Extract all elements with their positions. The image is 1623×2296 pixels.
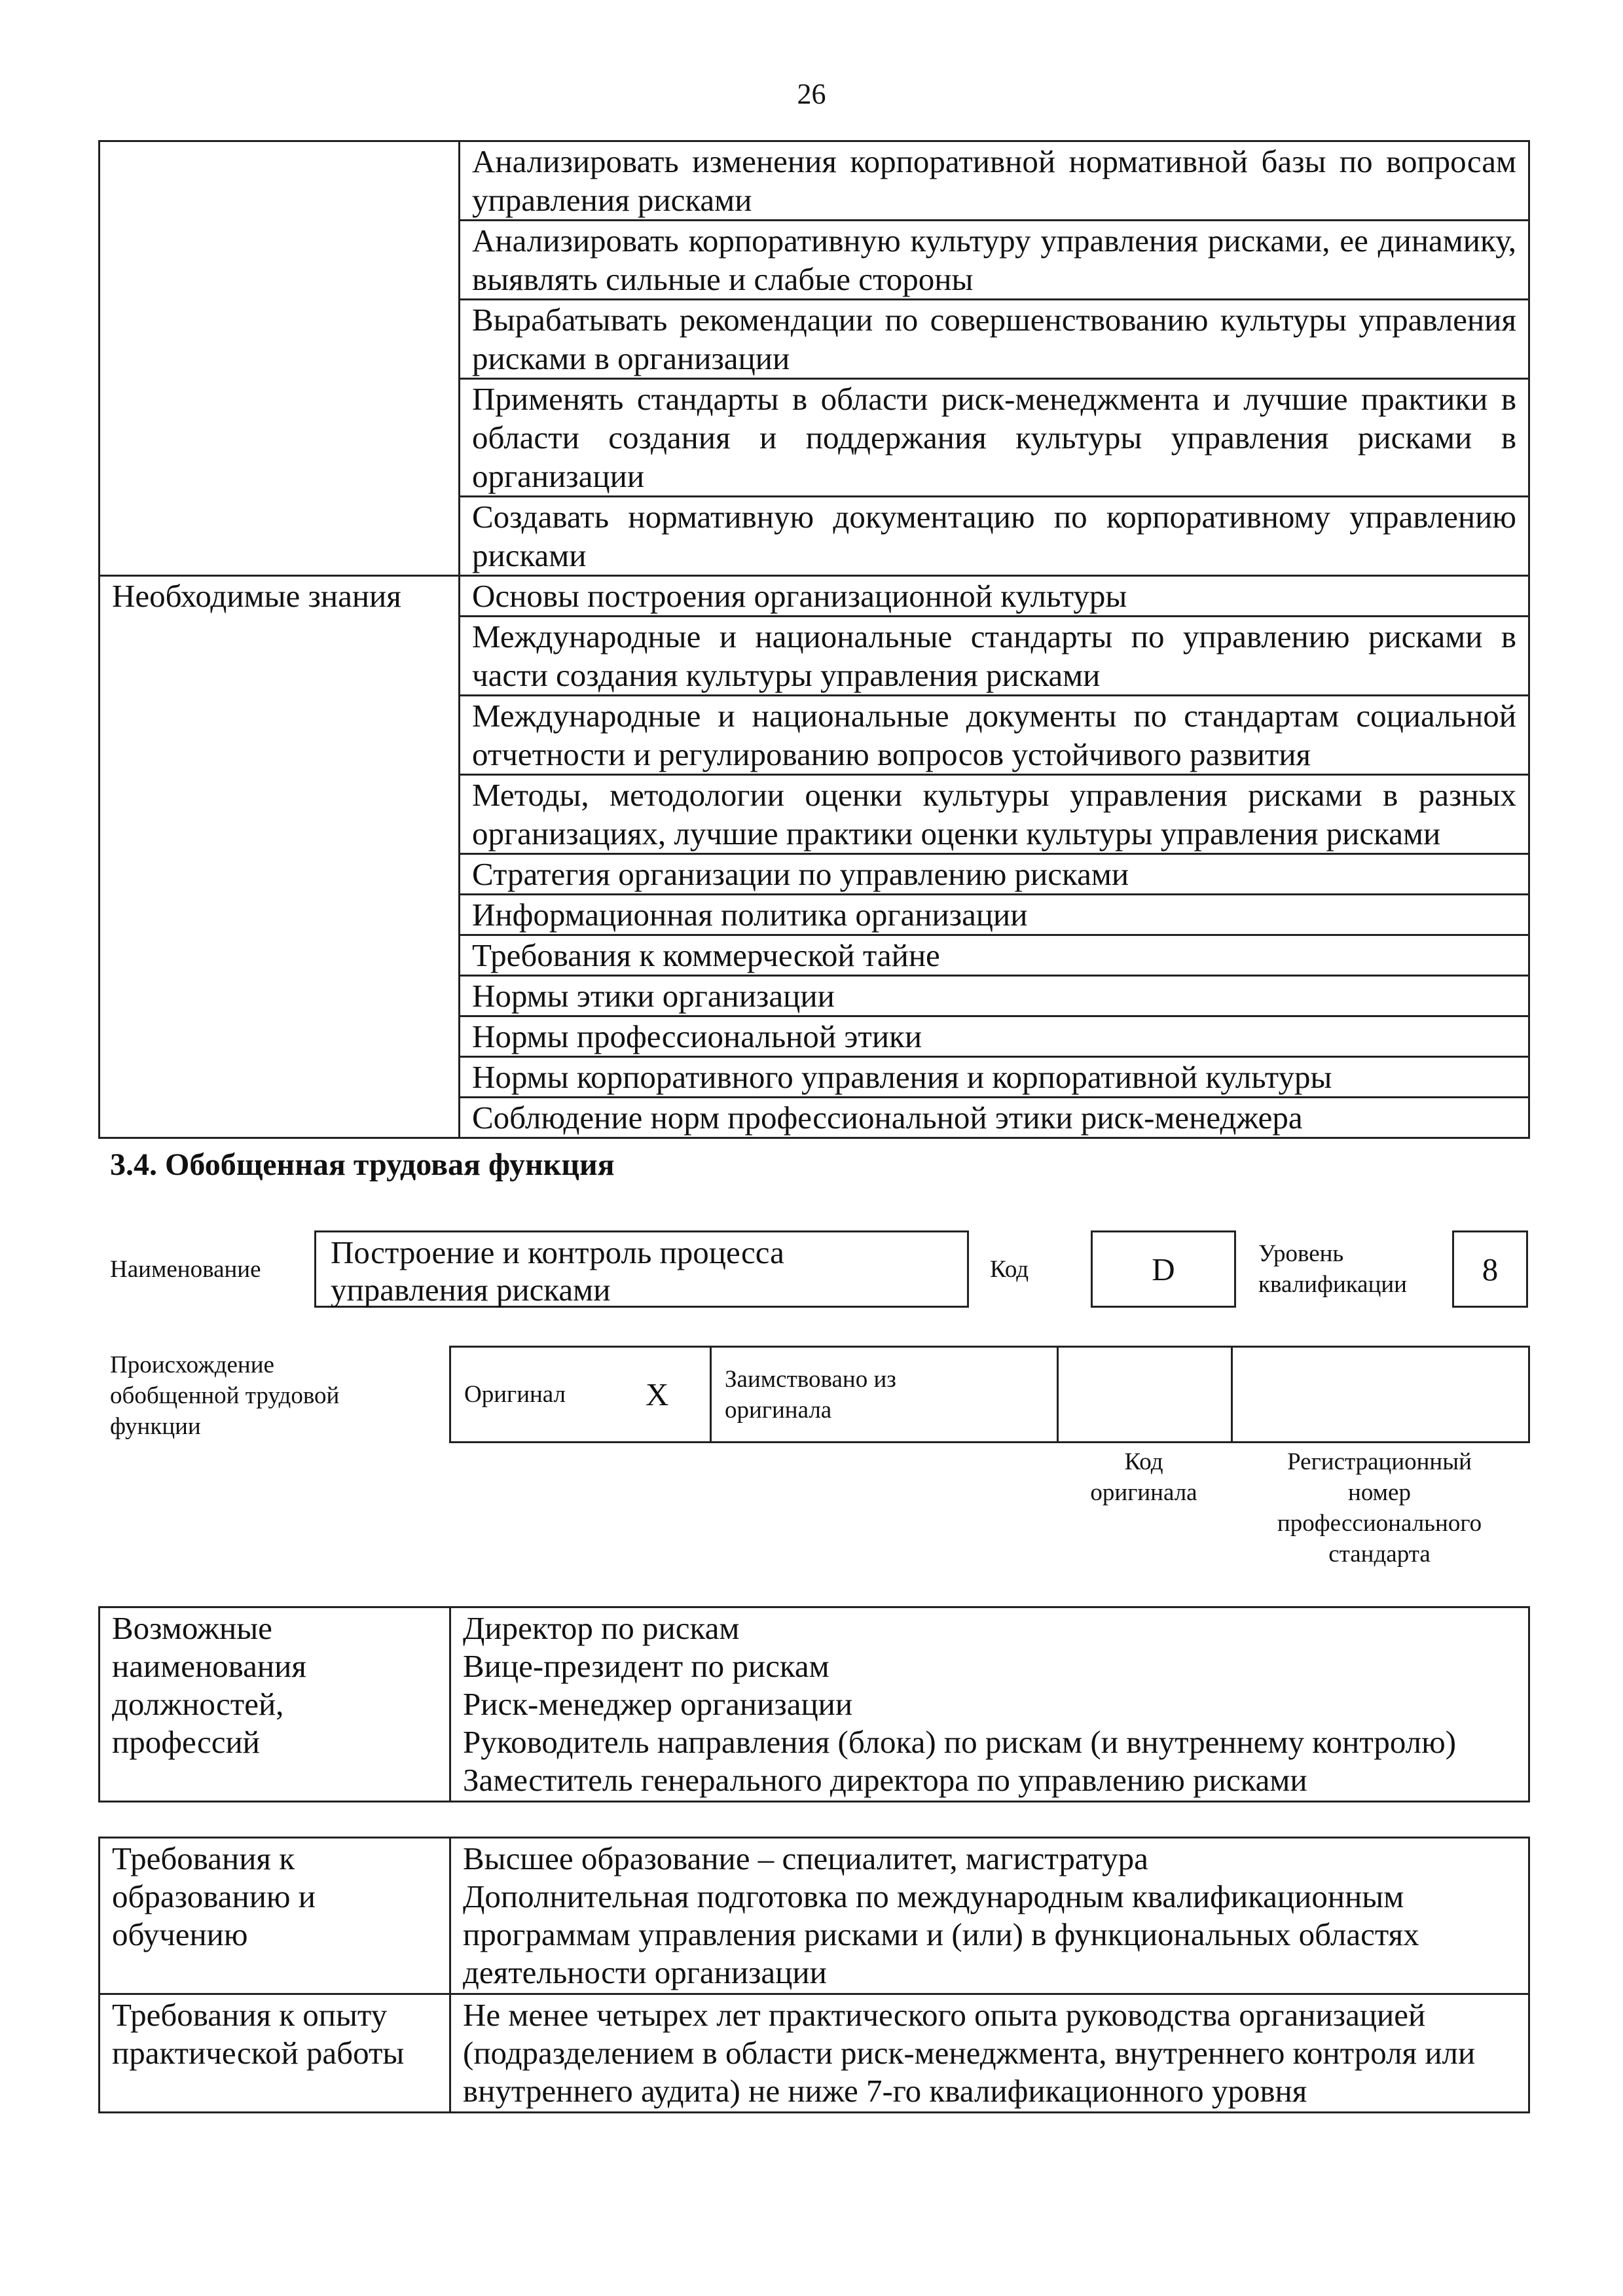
reg-number-caption-line: стандарта [1328, 1541, 1431, 1568]
education-label [100, 1838, 450, 1994]
position-item: Вице-президент по рискам [463, 1648, 830, 1684]
knowledge-item: Нормы профессиональной этики [460, 1016, 1529, 1057]
function-name-line: управления рисками [331, 1272, 611, 1308]
function-name-line: Построение и контроль процесса [331, 1234, 784, 1270]
education-label-line: Требования к [112, 1840, 295, 1876]
code-original-caption-line: Код [1124, 1448, 1163, 1475]
origin-label-line: функции [110, 1413, 201, 1440]
code-label: Код [990, 1256, 1029, 1283]
position-item: Руководитель направления (блока) по рискам (и внутреннему контролю) [463, 1724, 1457, 1760]
skill-item: Анализировать изменения корпоративной нормативной базы по вопросам управления рисками [460, 141, 1529, 221]
level-value-box: 8 [1452, 1230, 1528, 1308]
education-text [450, 1838, 1529, 1994]
experience-text: Не менее четырех лет практического опыта руководства организацией (подразделением в области риск-менеджмента, внутреннего контроля или внутреннего аудита) не ниже 7-го квалификационного уровня [450, 1994, 1529, 2113]
code-original-cell [1058, 1347, 1232, 1443]
positions-label-line: должностей, [112, 1686, 284, 1722]
positions-label [100, 1607, 450, 1802]
origin-label [110, 1350, 339, 1442]
knowledge-item: Основы построения организационной культуры [460, 576, 1529, 617]
knowledge-item: Нормы этики организации [460, 976, 1529, 1016]
education-label-line: образованию и [112, 1878, 316, 1914]
knowledge-item: Нормы корпоративного управления и корпоративной культуры [460, 1057, 1529, 1098]
knowledge-item: Информационная политика организации [460, 895, 1529, 935]
knowledge-item: Методы, методологии оценки культуры управления рисками в разных организациях, лучшие практики оценки культуры управления рисками [460, 775, 1529, 854]
reg-number-caption-line: Регистрационный [1287, 1448, 1472, 1475]
knowledge-item: Стратегия организации по управлению рисками [460, 854, 1529, 895]
education-item: Высшее образование – специалитет, магистратура [463, 1840, 1148, 1876]
borrowed-label [711, 1347, 1058, 1443]
position-item: Директор по рискам [463, 1610, 740, 1646]
origin-label-line: Происхождение [110, 1352, 274, 1378]
origin-table [449, 1346, 1530, 1443]
code-original-caption [1057, 1446, 1231, 1508]
code-value-box: D [1091, 1230, 1236, 1308]
origin-label-line: обобщенной трудовой [110, 1382, 340, 1409]
level-label [1258, 1238, 1407, 1300]
level-label-line: Уровень [1258, 1240, 1344, 1267]
requirements-table [98, 1837, 1530, 2113]
borrowed-label-line: Заимствовано из [725, 1365, 896, 1393]
reg-number-caption-line: профессионального [1277, 1510, 1482, 1537]
skill-item: Вырабатывать рекомендации по совершенствованию культуры управления рисками в организации [460, 300, 1529, 379]
skill-item: Создавать нормативную документацию по корпоративному управлению рисками [460, 497, 1529, 576]
skill-item: Применять стандарты в области риск-менеджмента и лучшие практики в области создания и поддержания культуры управления рисками в организации [460, 379, 1529, 497]
reg-number-caption [1231, 1446, 1528, 1570]
reg-number-cell [1232, 1347, 1529, 1443]
code-original-caption-line: оригинала [1090, 1479, 1197, 1506]
borrowed-label-line: оригинала [725, 1396, 832, 1424]
positions-label-line: профессий [112, 1724, 260, 1760]
original-label: Оригинал [450, 1347, 605, 1443]
knowledge-item: Соблюдение норм профессиональной этики риск-менеджера [460, 1098, 1529, 1138]
education-label-line: обучению [112, 1916, 248, 1952]
reg-number-caption-line: номер [1348, 1479, 1411, 1506]
knowledge-item: Международные и национальные документы по стандартам социальной отчетности и регулированию вопросов устойчивого развития [460, 696, 1529, 775]
page-number: 26 [797, 78, 826, 110]
knowledge-item: Международные и национальные стандарты по управлению рисками в части создания культуры управления рисками [460, 617, 1529, 696]
experience-label-line: практической работы [112, 2035, 405, 2071]
function-name-box [314, 1230, 969, 1308]
experience-label [100, 1994, 450, 2113]
positions-label-line: наименования [112, 1648, 306, 1684]
name-label: Наименование [110, 1256, 261, 1283]
skills-table [98, 140, 1530, 1139]
position-item: Заместитель генерального директора по управлению рисками [463, 1762, 1307, 1798]
knowledge-label: Необходимые знания [100, 576, 460, 1138]
positions-label-line: Возможные [112, 1610, 272, 1646]
positions-list [450, 1607, 1529, 1802]
position-item: Риск-менеджер организации [463, 1686, 853, 1722]
original-mark: X [605, 1347, 711, 1443]
skill-item: Анализировать корпоративную культуру управления рисками, ее динамику, выявлять сильные и слабые стороны [460, 221, 1529, 300]
skills-label-cell [100, 141, 460, 576]
level-label-line: квалификации [1258, 1271, 1407, 1298]
knowledge-item: Требования к коммерческой тайне [460, 935, 1529, 976]
experience-label-line: Требования к опыту [112, 1997, 388, 2033]
education-item: Дополнительная подготовка по международным квалификационным программам управления рисками и (или) в функциональных областях деятельности организации [463, 1878, 1419, 1990]
section-title: 3.4. Обобщенная трудовая функция [110, 1147, 615, 1182]
positions-table [98, 1606, 1530, 1803]
